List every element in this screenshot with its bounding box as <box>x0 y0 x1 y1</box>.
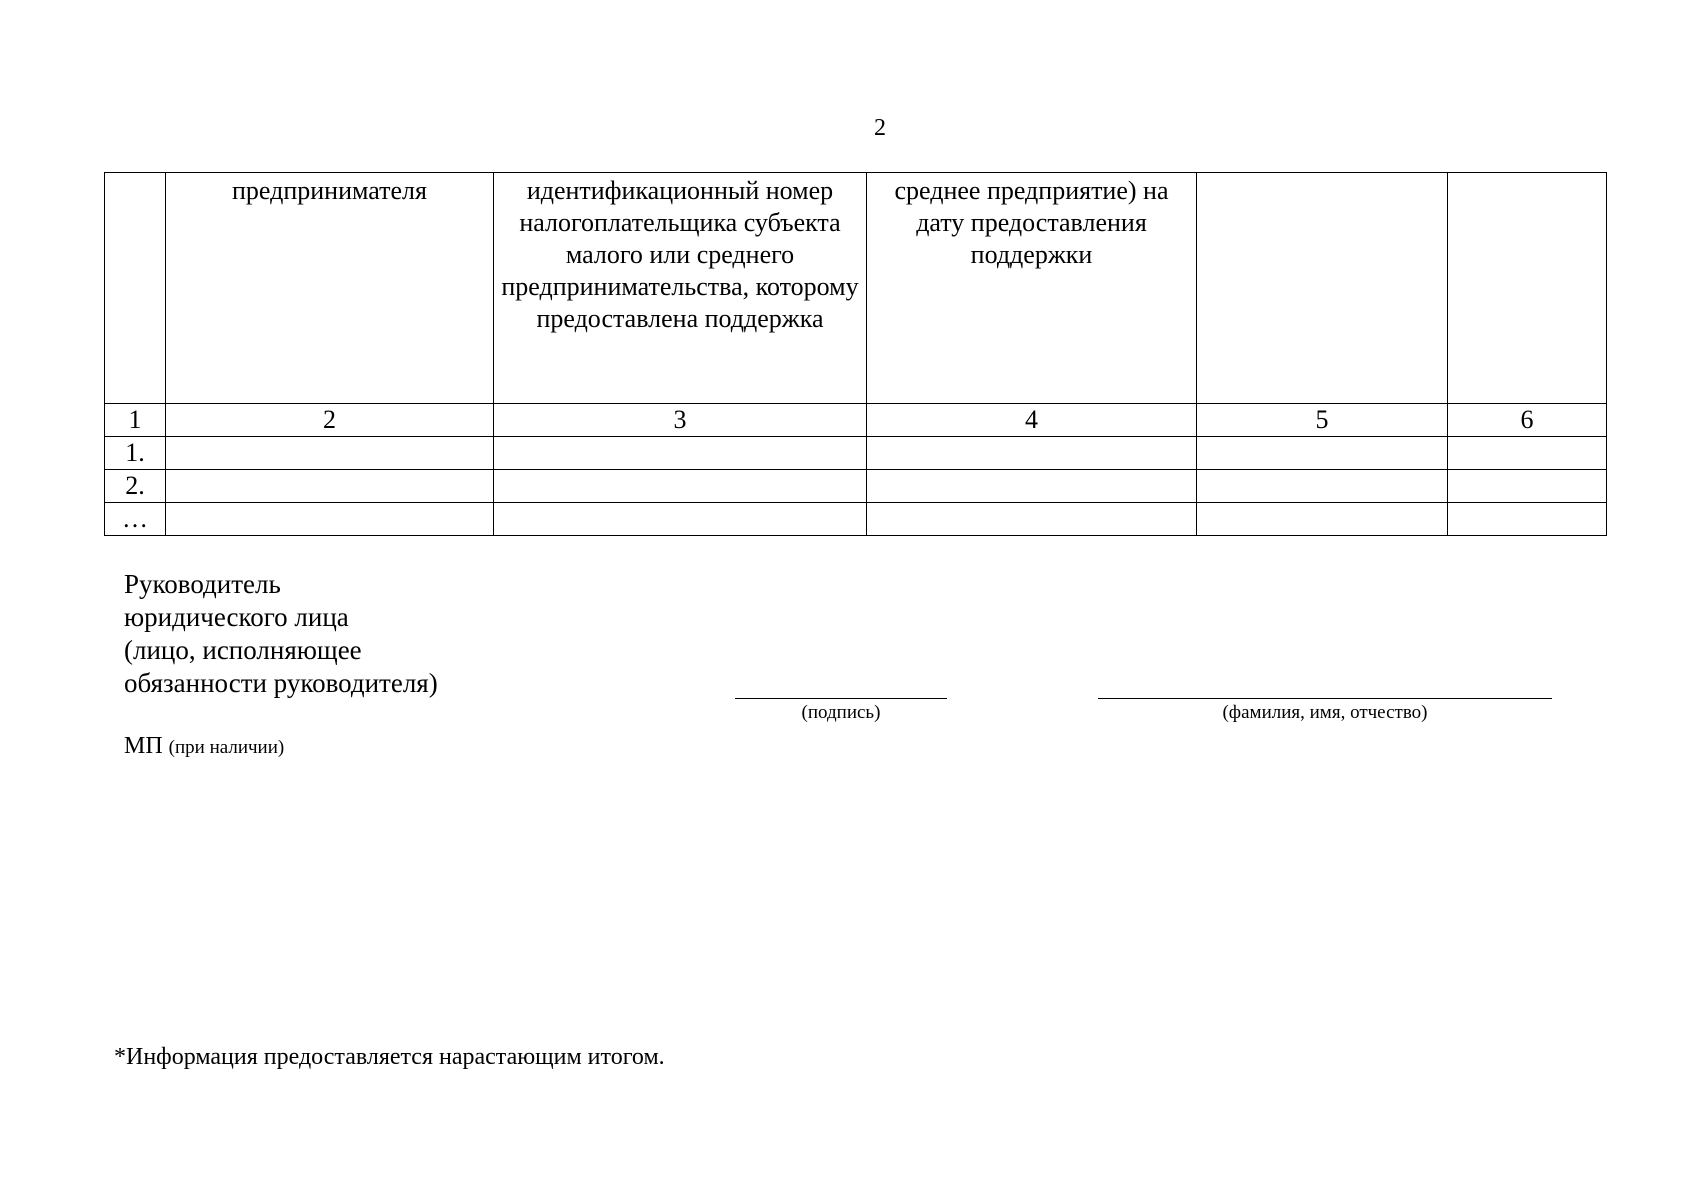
column-number: 6 <box>1448 404 1607 437</box>
table-cell <box>867 437 1197 470</box>
signatory-line: (лицо, исполняющее <box>124 635 362 665</box>
header-cell <box>1197 173 1448 404</box>
signatory-line: Руководитель <box>124 569 281 599</box>
signatory-line: обязанности руководителя) <box>124 668 438 698</box>
column-number: 3 <box>494 404 867 437</box>
signature-line <box>735 698 947 699</box>
table-row <box>105 503 1607 536</box>
column-number: 2 <box>166 404 494 437</box>
table-cell <box>1197 470 1448 503</box>
stamp-label <box>124 733 284 760</box>
table-cell <box>494 503 867 536</box>
table-row <box>105 437 1607 470</box>
column-number: 1 <box>105 404 166 437</box>
table-cell <box>867 503 1197 536</box>
table-cell <box>494 437 867 470</box>
signatory-line: юридического лица <box>124 602 349 632</box>
signature-caption: (подпись) <box>801 702 881 723</box>
header-cell: идентификационный номер налогоплательщика субъекта малого или среднего предпринимательства, которому предоставлена поддержка <box>494 173 867 404</box>
full-name-caption: (фамилия, имя, отчество) <box>1222 702 1428 723</box>
row-number: 1. <box>105 437 166 470</box>
table-cell <box>166 470 494 503</box>
header-cell: предпринимателя <box>166 173 494 404</box>
header-cell <box>1448 173 1607 404</box>
report-table <box>104 172 1607 536</box>
header-cell <box>105 173 166 404</box>
page-number: 2 <box>874 115 886 141</box>
column-number-row <box>105 404 1607 437</box>
column-number: 4 <box>867 404 1197 437</box>
full-name-line <box>1098 698 1552 699</box>
table-cell <box>867 470 1197 503</box>
stamp-note: (при наличии) <box>168 737 285 758</box>
stamp-mark: МП <box>124 733 163 759</box>
table-row <box>105 470 1607 503</box>
table-cell <box>1448 470 1607 503</box>
signatory-block <box>124 568 438 700</box>
table-header-row <box>105 173 1607 404</box>
table-cell <box>166 437 494 470</box>
header-cell: среднее предприятие) на дату предоставления поддержки <box>867 173 1197 404</box>
row-number: … <box>105 503 166 536</box>
column-number: 5 <box>1197 404 1448 437</box>
table-cell <box>494 470 867 503</box>
row-number: 2. <box>105 470 166 503</box>
table-cell <box>1448 437 1607 470</box>
footnote: *Информация предоставляется нарастающим итогом. <box>114 1044 665 1070</box>
table-cell <box>166 503 494 536</box>
table-cell <box>1448 503 1607 536</box>
table-cell <box>1197 503 1448 536</box>
table-cell <box>1197 437 1448 470</box>
